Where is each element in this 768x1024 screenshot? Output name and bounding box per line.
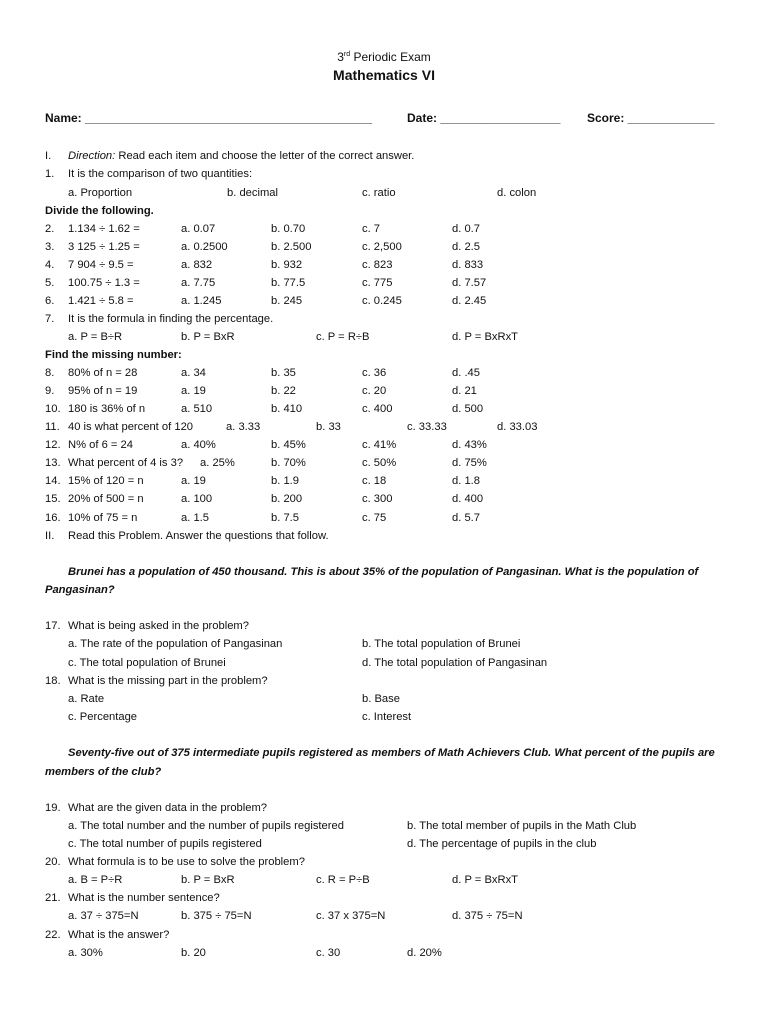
question-text: 1.421 ÷ 5.8 =: [68, 295, 134, 307]
choice-a: a. Proportion: [68, 187, 133, 199]
part-roman: II.: [45, 530, 55, 542]
choice-c: c. 775: [362, 277, 393, 289]
question-text: 15% of 120 = n: [68, 475, 144, 487]
question-number: 22.: [45, 929, 61, 941]
choice-c: c. 30: [316, 947, 341, 959]
choice-c: c. R = P÷B: [316, 874, 370, 886]
choice-a: a. 19: [181, 385, 206, 397]
choice-b: b. 45%: [271, 439, 306, 451]
choice-b: b. 0.70: [271, 223, 306, 235]
choice-c: c. 20: [362, 385, 387, 397]
choice-d: d. The total population of Pangasinan: [362, 657, 548, 669]
question-text: 1.134 ÷ 1.62 =: [68, 223, 140, 235]
choice-b: b. 7.5: [271, 512, 299, 524]
question-number: 18.: [45, 675, 61, 687]
question-text: What are the given data in the problem?: [68, 802, 268, 814]
question-text: What percent of 4 is 3?: [68, 457, 184, 469]
section-heading-missing: Find the missing number:: [45, 349, 182, 361]
question-text: It is the formula in finding the percentage.: [68, 313, 274, 325]
choice-b: b. The total member of pupils in the Math Club: [407, 820, 637, 832]
question-number: 3.: [45, 241, 55, 253]
choice-a: a. 40%: [181, 439, 216, 451]
question-number: 6.: [45, 295, 55, 307]
question-text: It is the comparison of two quantities:: [68, 168, 253, 180]
choice-a: a. 0.07: [181, 223, 216, 235]
name-field[interactable]: Name: ___________________________________________: [45, 111, 372, 125]
choice-c: c. 400: [362, 403, 393, 415]
choice-c: c. ratio: [362, 187, 396, 199]
question-text: 180 is 36% of n: [68, 403, 146, 415]
choice-b: b. 20: [181, 947, 206, 959]
choice-b: b. P = BxR: [181, 874, 235, 886]
choice-b: b. 35: [271, 367, 296, 379]
choice-d: d. 75%: [452, 457, 487, 469]
choice-a: a. 37 ÷ 375=N: [68, 910, 139, 922]
question-text: N% of 6 = 24: [68, 439, 133, 451]
choice-b: b. The total population of Brunei: [362, 638, 521, 650]
choice-b: b. 1.9: [271, 475, 299, 487]
choice-d: d. 500: [452, 403, 484, 415]
choice-c: c. 33.33: [407, 421, 447, 433]
choice-b: b. 410: [271, 403, 303, 415]
choice-a: a. 25%: [200, 457, 235, 469]
choice-b: b. 33: [316, 421, 341, 433]
question-text: 40 is what percent of 120: [68, 421, 194, 433]
choice-c: c. 41%: [362, 439, 397, 451]
question-text: 20% of 500 = n: [68, 493, 144, 505]
choice-a: a. P = B÷R: [68, 331, 123, 343]
choice-a: a. 3.33: [226, 421, 261, 433]
choice-d: d. 43%: [452, 439, 487, 451]
choice-d: d. 375 ÷ 75=N: [452, 910, 523, 922]
choice-b: b. decimal: [227, 187, 278, 199]
choice-d: d. 1.8: [452, 475, 480, 487]
choice-b: b. 22: [271, 385, 296, 397]
choice-c: c. 2,500: [362, 241, 402, 253]
choice-d: d. 21: [452, 385, 477, 397]
choice-c: c. Percentage: [68, 711, 138, 723]
choice-c: c. 37 x 375=N: [316, 910, 386, 922]
question-text: What formula is to be use to solve the problem?: [68, 856, 305, 868]
choice-d: d. 2.5: [452, 241, 480, 253]
choice-d: d. 0.7: [452, 223, 480, 235]
question-number: 13.: [45, 457, 61, 469]
problem-text: Brunei has a population of 450 thousand. This is about 35% of the population of Pangasinan. What is the population of: [68, 566, 699, 578]
question-text: What is the number sentence?: [68, 892, 220, 904]
choice-a: a. 1.245: [181, 295, 222, 307]
question-number: 11.: [45, 421, 60, 433]
choice-a: a. 30%: [68, 947, 103, 959]
part-instruction: Read this Problem. Answer the questions that follow.: [68, 530, 329, 542]
question-number: 19.: [45, 802, 61, 814]
part-roman: I.: [45, 150, 52, 162]
choice-a: a. 19: [181, 475, 206, 487]
subject-title: Mathematics VI: [333, 67, 435, 83]
question-text: 100.75 ÷ 1.3 =: [68, 277, 140, 289]
problem-text: Seventy-five out of 375 intermediate pupils registered as members of Math Achievers Club. What percent of the pupils are: [68, 747, 715, 759]
choice-c: c. The total number of pupils registered: [68, 838, 262, 850]
choice-a: a. 34: [181, 367, 206, 379]
problem-text: Pangasinan?: [45, 584, 115, 596]
choice-a: a. The rate of the population of Pangasinan: [68, 638, 283, 650]
choice-b: b. 70%: [271, 457, 306, 469]
choice-b: b. Base: [362, 693, 400, 705]
choice-c: c. 823: [362, 259, 393, 271]
question-text: 10% of 75 = n: [68, 512, 138, 524]
choice-b: b. 245: [271, 295, 303, 307]
question-number: 20.: [45, 856, 61, 868]
choice-c: c. 18: [362, 475, 387, 487]
choice-c: c. The total population of Brunei: [68, 657, 226, 669]
direction-line: Direction: Read each item and choose the letter of the correct answer.: [68, 150, 415, 162]
choice-d: d. The percentage of pupils in the club: [407, 838, 597, 850]
question-number: 16.: [45, 512, 61, 524]
choice-b: b. 200: [271, 493, 303, 505]
question-number: 15.: [45, 493, 61, 505]
choice-d: d. .45: [452, 367, 480, 379]
question-number: 17.: [45, 620, 61, 632]
choice-d: d. 33.03: [497, 421, 538, 433]
choice-b: b. 375 ÷ 75=N: [181, 910, 252, 922]
question-text: What is the missing part in the problem?: [68, 675, 268, 687]
choice-d: d. 20%: [407, 947, 442, 959]
question-number: 21.: [45, 892, 61, 904]
question-text: 95% of n = 19: [68, 385, 138, 397]
question-number: 14.: [45, 475, 61, 487]
choice-a: a. 510: [181, 403, 213, 415]
question-text: 7 904 ÷ 9.5 =: [68, 259, 134, 271]
question-text: What is being asked in the problem?: [68, 620, 249, 632]
choice-b: b. 2.500: [271, 241, 312, 253]
date-field[interactable]: Date: __________________: [407, 111, 561, 125]
question-number: 4.: [45, 259, 55, 271]
question-text: 80% of n = 28: [68, 367, 138, 379]
choice-d: d. 2.45: [452, 295, 487, 307]
choice-a: a. The total number and the number of pupils registered: [68, 820, 344, 832]
choice-a: a. 100: [181, 493, 213, 505]
choice-c: c. 7: [362, 223, 381, 235]
question-text: 3 125 ÷ 1.25 =: [68, 241, 140, 253]
question-number: 2.: [45, 223, 55, 235]
choice-a: a. Rate: [68, 693, 105, 705]
choice-c: c. 0.245: [362, 295, 402, 307]
question-number: 1.: [45, 168, 55, 180]
choice-c: c. 300: [362, 493, 393, 505]
question-number: 12.: [45, 439, 61, 451]
choice-a: a. B = P÷R: [68, 874, 123, 886]
score-field[interactable]: Score: _____________: [587, 111, 715, 125]
question-number: 8.: [45, 367, 55, 379]
problem-text: members of the club?: [45, 766, 162, 778]
choice-c: c. 36: [362, 367, 387, 379]
choice-d: c. Interest: [362, 711, 412, 723]
choice-a: a. 0.2500: [181, 241, 228, 253]
choice-b: b. 77.5: [271, 277, 306, 289]
choice-d: d. P = BxRxT: [452, 874, 519, 886]
question-number: 10.: [45, 403, 61, 415]
question-number: 7.: [45, 313, 55, 325]
choice-d: d. P = BxRxT: [452, 331, 519, 343]
question-text: What is the answer?: [68, 929, 170, 941]
choice-a: a. 832: [181, 259, 213, 271]
choice-d: d. 7.57: [452, 277, 487, 289]
question-number: 5.: [45, 277, 55, 289]
section-heading-divide: Divide the following.: [45, 205, 154, 217]
choice-c: c. 75: [362, 512, 387, 524]
choice-a: a. 7.75: [181, 277, 216, 289]
choice-d: d. 400: [452, 493, 484, 505]
choice-d: d. 833: [452, 259, 484, 271]
choice-b: b. 932: [271, 259, 303, 271]
choice-a: a. 1.5: [181, 512, 209, 524]
choice-b: b. P = BxR: [181, 331, 235, 343]
choice-d: d. 5.7: [452, 512, 480, 524]
choice-c: c. 50%: [362, 457, 397, 469]
question-number: 9.: [45, 385, 55, 397]
exam-title: 3rd Periodic Exam: [337, 50, 431, 64]
choice-c: c. P = R÷B: [316, 331, 370, 343]
choice-d: d. colon: [497, 187, 537, 199]
